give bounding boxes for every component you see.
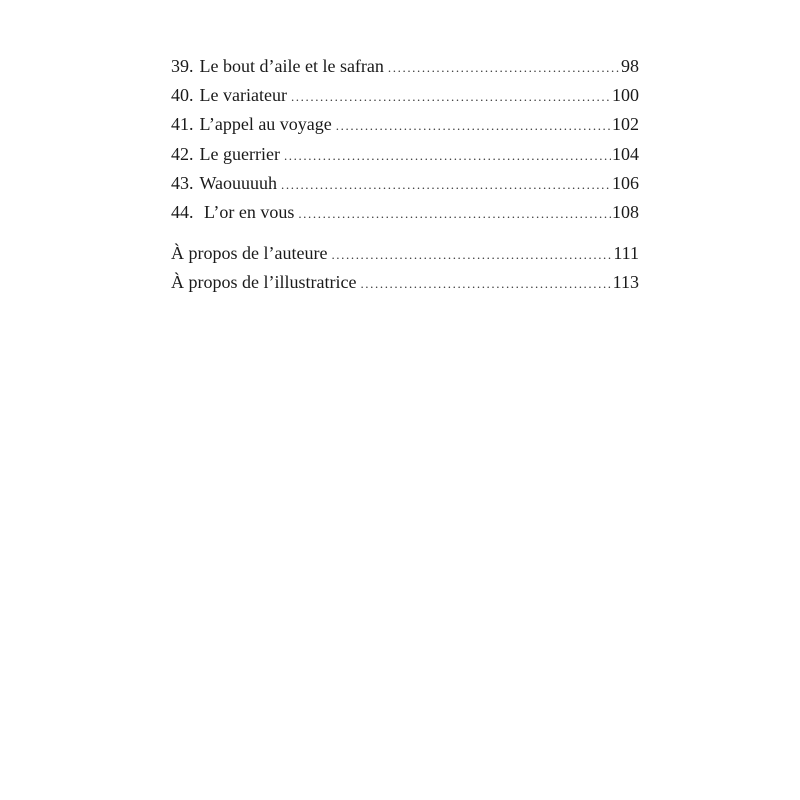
toc-entry-number: 40. (171, 85, 194, 106)
toc-entry-title: Le variateur (199, 85, 287, 106)
toc-entry-number: 43. (171, 172, 194, 193)
toc-entry-title: Waouuuuh (199, 172, 278, 193)
toc-dot-leader (388, 53, 620, 82)
toc-entry-39 (171, 52, 639, 81)
table-of-contents (171, 52, 639, 298)
toc-entry-44 (171, 198, 639, 227)
toc-dot-leader (284, 141, 611, 170)
toc-dot-leader (336, 111, 611, 140)
toc-entry-40 (171, 81, 639, 110)
toc-dot-leader (281, 170, 611, 199)
toc-entry-page: 113 (612, 272, 639, 293)
toc-entry-title: L’or en vous (199, 201, 295, 222)
toc-entry-title: À propos de l’auteure (171, 243, 328, 264)
toc-entry-title: Le guerrier (199, 143, 280, 164)
toc-entry-page: 100 (612, 85, 639, 106)
toc-dot-leader (360, 269, 611, 298)
toc-chapters (171, 52, 639, 227)
toc-entry-about-illustrator (171, 268, 639, 297)
toc-entry-number: 42. (171, 143, 194, 164)
toc-entry-42 (171, 140, 639, 169)
toc-dot-leader (291, 82, 611, 111)
toc-entry-number: 41. (171, 114, 194, 135)
toc-appendix (171, 239, 639, 297)
toc-entry-title: À propos de l’illustratrice (171, 272, 357, 293)
toc-entry-page: 104 (612, 143, 639, 164)
toc-entry-number: 44. (171, 201, 194, 222)
toc-dot-leader (331, 240, 612, 269)
toc-dot-leader (298, 199, 611, 228)
toc-entry-41 (171, 110, 639, 139)
toc-entry-title: L’appel au voyage (199, 114, 332, 135)
toc-entry-page: 98 (621, 56, 639, 76)
toc-entry-page: 108 (612, 201, 639, 222)
toc-entry-about-author (171, 239, 639, 268)
toc-entry-43 (171, 169, 639, 198)
toc-entry-number: 39. (171, 56, 194, 76)
toc-entry-page: 102 (612, 114, 639, 135)
toc-entry-page: 111 (613, 243, 639, 264)
toc-entry-page: 106 (612, 172, 639, 193)
toc-entry-title: Le bout d’aile et le safran (199, 56, 384, 76)
